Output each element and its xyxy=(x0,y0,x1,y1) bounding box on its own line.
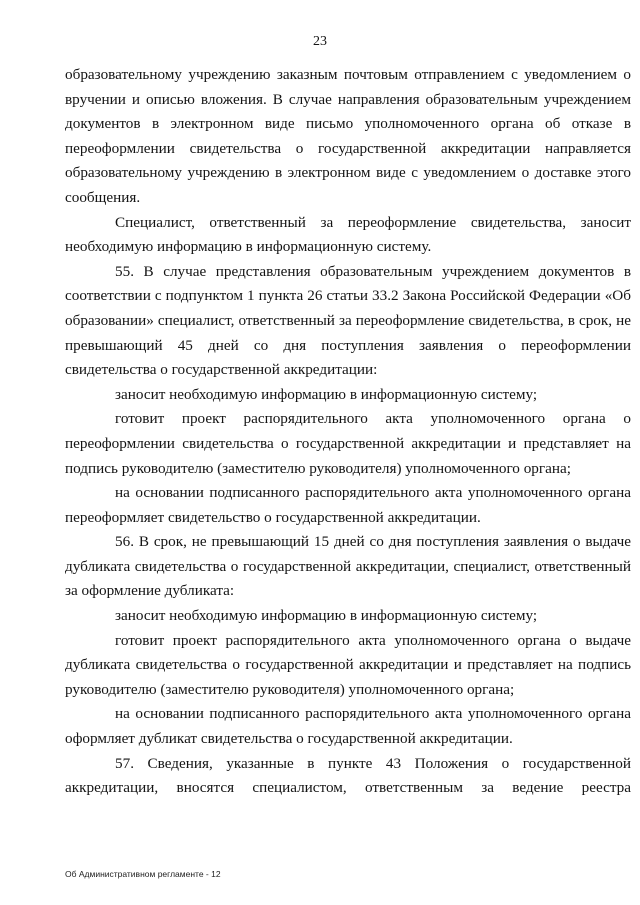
paragraph: на основании подписанного распорядительного акта уполномоченного органа оформляет дубликат свидетельства о государственной аккредитации. xyxy=(65,705,631,748)
paragraph: на основании подписанного распорядительного акта уполномоченного органа переоформляет свидетельство о государственной аккредитации. xyxy=(65,484,631,526)
paragraph: образовательному учреждению заказным почтовым отправлением с уведомлением о вручении и описью вложения. В случае направления образовательным учреждением документов в электронном виде письмо уполномоченного органа об отказе в переоформлении свидетельства о государственной аккредитации направляется образовательному учреждению в электронном виде с уведомлением о доставке этого сообщения. xyxy=(65,66,631,206)
paragraph: 57. Сведения, указанные в пункте 43 Положения о государственной аккредитации, вносятся специалистом, ответственным за ведение реестра xyxy=(65,754,631,797)
paragraph: готовит проект распорядительного акта уполномоченного органа о переоформлении свидетельства о государственной аккредитации и представляет на подпись руководителю (заместителю руководителя) уполномоченного органа; xyxy=(65,410,631,477)
document-body xyxy=(65,63,631,801)
paragraph: заносит необходимую информацию в информационную систему; xyxy=(115,607,538,625)
page-number: 23 xyxy=(313,34,327,49)
paragraph: готовит проект распорядительного акта уполномоченного органа о выдаче дубликата свидетельства о государственной аккредитации и представляет на подпись руководителю (заместителю руководителя) уполномоченного органа; xyxy=(65,631,631,698)
paragraph: Специалист, ответственный за переоформление свидетельства, заносит необходимую информацию в информационную систему. xyxy=(65,213,631,256)
paragraph: заносит необходимую информацию в информационную систему; xyxy=(115,385,538,403)
paragraph: 55. В случае представления образовательным учреждением документов в соответствии с подпунктом 1 пункта 26 статьи 33.2 Закона Российской Федерации «Об образовании» специалист, ответственный за переоформление свидетельства, в срок, не превышающий 45 дней со дня поступления заявления о переоформлении свидетельства о государственной аккредитации: xyxy=(65,262,631,379)
paragraph: 56. В срок, не превышающий 15 дней со дня поступления заявления о выдаче дубликата свидетельства о государственной аккредитации, специалист, ответственный за оформление дубликата: xyxy=(65,533,631,600)
page-footer: Об Административном регламенте - 12 xyxy=(65,869,221,879)
